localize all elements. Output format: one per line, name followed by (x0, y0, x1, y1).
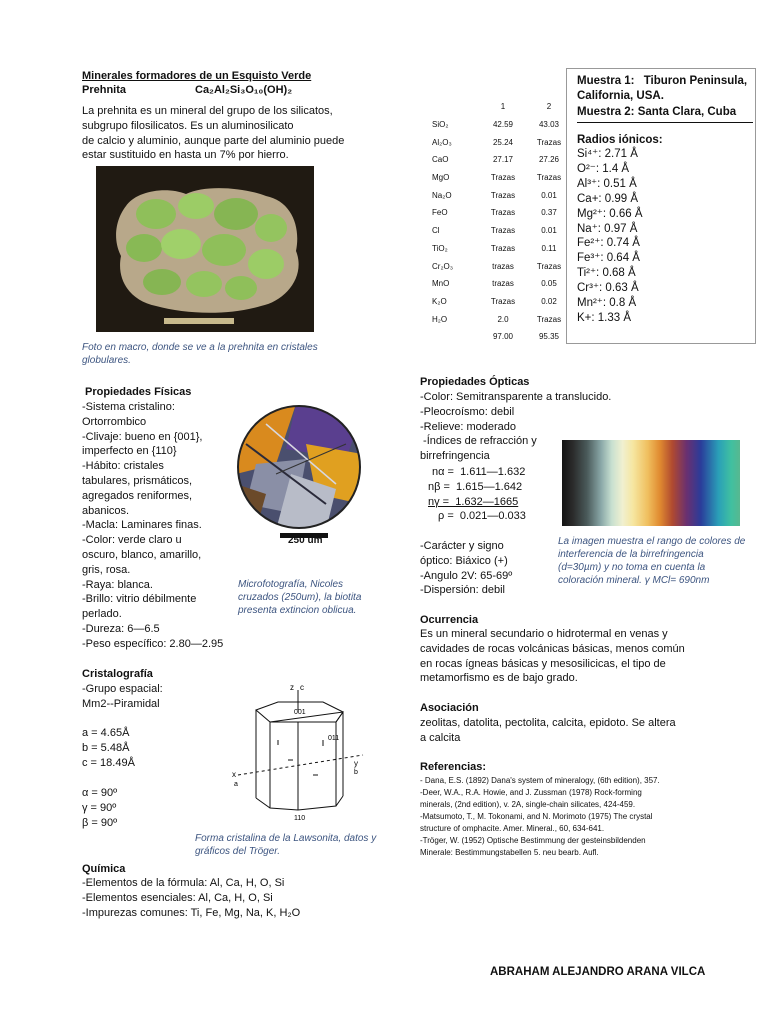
intro-text (82, 104, 382, 163)
radii-title: Radios iónicos: (577, 134, 663, 146)
mineral-photo (96, 166, 314, 332)
optical-line: -Relieve: moderado (420, 420, 516, 433)
value-cell: Trazas (536, 261, 562, 271)
value-cell: Trazas (490, 296, 516, 306)
property-line: abanicos. (82, 504, 130, 517)
occurrence-line: Es un mineral secundario o hidrotermal en venas y (420, 628, 668, 640)
cell-angles (82, 786, 117, 830)
value-cell: Trazas (490, 243, 516, 253)
index-line: nα = 1.611—1.632 (432, 466, 526, 478)
crystal-group (82, 682, 163, 712)
value-cell: Trazas (490, 226, 516, 236)
value-cell: 0.01 (541, 190, 557, 200)
reference-line: -Matsumoto, T., M. Tokonami, and N. Morimoto (1975) The crystal (420, 812, 653, 821)
cell-param: a = 4.65Å (82, 727, 130, 739)
table-row (432, 275, 572, 293)
optical-line: -Pleocroísmo: debil (420, 405, 515, 418)
table-row (432, 257, 572, 275)
col-header-1: 1 (500, 102, 506, 112)
occurrence-title: Ocurrencia (420, 614, 479, 626)
interference-color-chart (562, 440, 740, 526)
property-line: -Hábito: cristales (82, 460, 164, 473)
micro-caption: Microfotografía, Nicoles cruzados (250um), la biotita presenta extincion oblicua. (238, 579, 362, 616)
cell-angle: γ = 90º (82, 801, 117, 814)
property-line: imperfecto en {110} (82, 445, 177, 458)
table-row (432, 186, 572, 204)
property-line: -Brillo: vitrio débilmente (82, 593, 197, 606)
intro-line: La prehnita es un mineral del grupo de los silicatos, (82, 105, 333, 117)
association-line: zeolitas, datolita, pectolita, calcita, epidoto. Se altera (420, 717, 676, 729)
occurrence-line: en rocas ígneas básicas y mesosilicicas, el tipo de (420, 657, 666, 670)
value-cell: Trazas (536, 137, 562, 147)
radius-item: Mn²⁺: 0.8 Å (577, 297, 637, 310)
references-list (420, 775, 730, 859)
cell-param: c = 18.49Å (82, 756, 135, 769)
crystal-caption: Forma cristalina de la Lawsonita, datos y gráficos del Tröger. (195, 833, 377, 857)
sample-2: Muestra 2: Santa Clara, Cuba (577, 105, 753, 123)
index-line: nβ = 1.615—1.642 (428, 480, 523, 493)
totals-row (432, 328, 572, 346)
optical-line: -Dispersión: debil (420, 584, 505, 597)
fig-label-x: x (232, 770, 236, 779)
radius-item: K+: 1.33 Å (577, 311, 632, 324)
col-header-2: 2 (546, 102, 552, 112)
mineral-formula: Ca₂Al₂Si₃O₁₀(OH)₂ (195, 84, 293, 96)
sample-1 (577, 74, 753, 104)
optical-sign (420, 539, 560, 598)
table-row (432, 169, 572, 187)
radius-item: Mg²⁺: 0.66 Å (577, 207, 643, 220)
spectrum-caption: La imagen muestra el rango de colores de interferencia de la birrefringencia (d=30µm) y no toma en cuenta la coloración mineral. γ MCl= 690nm (558, 536, 746, 586)
total-cell: 97.00 (492, 332, 514, 342)
chem-line: -Impurezas comunes: Ti, Fe, Mg, Na, K, H₂O (82, 906, 301, 919)
radius-item: Fe³⁺: 0.64 Å (577, 252, 640, 265)
occurrence-line: cavidades de rocas volcánicas básicas, menos común (420, 642, 685, 655)
table-row (432, 116, 572, 134)
fig-label-110: 110 (294, 815, 306, 822)
crystal-line: Mm2--Piramidal (82, 697, 160, 710)
value-cell: 0.11 (541, 243, 557, 253)
oxide-cell: K₂O (432, 296, 447, 306)
value-cell: 42.59 (492, 120, 514, 130)
physical-properties (82, 400, 252, 652)
crystal-line: -Grupo espacial: (82, 683, 163, 695)
value-cell: Trazas (490, 190, 516, 200)
intro-line: estar sustituido en hasta un 7% por hierro. (82, 149, 289, 162)
value-cell: 25.24 (492, 137, 514, 147)
fig-label-c: c (300, 683, 304, 692)
index-line: nγ = 1.632—1665 (428, 495, 519, 508)
oxide-cell: Na₂O (432, 190, 452, 200)
fig-label-a: a (234, 781, 238, 788)
association-text (420, 716, 720, 746)
radius-item: Na⁺: 0.97 Å (577, 222, 638, 235)
property-line: -Color: verde claro u (82, 534, 182, 547)
oxide-cell: FeO (432, 208, 448, 218)
reference-line: Minerale: Bestimmungstabellen 5. neu bearb. Aufl. (420, 848, 599, 857)
table-row (432, 293, 572, 311)
sample-1-location: Tiburon Peninsula, California, USA. (577, 75, 748, 102)
property-line: Ortorrombico (82, 415, 147, 428)
value-cell: 43.03 (538, 120, 560, 130)
value-cell: 0.05 (541, 279, 557, 289)
fig-label-z: z (290, 683, 294, 692)
property-line: -Peso específico: 2.80—2.95 (82, 637, 224, 650)
references-title: Referencias: (420, 761, 487, 773)
oxide-cell: MgO (432, 173, 450, 183)
oxide-cell: MnO (432, 279, 450, 289)
oxide-cell: Al₂O₃ (432, 137, 452, 147)
birefringence-line: ρ = 0.021—0.033 (438, 510, 526, 523)
optical-line: óptico: Biáxico (+) (420, 554, 508, 567)
optical-title: Propiedades Ópticas (420, 376, 530, 388)
oxide-cell: Cr₂O₃ (432, 261, 454, 271)
property-line: -Dureza: 6—6.5 (82, 622, 160, 635)
table-row (432, 222, 572, 240)
intro-line: subgrupo filosilicatos. Es un aluminosilicato (82, 119, 294, 132)
composition-table (432, 98, 572, 346)
cell-angle: β = 90º (82, 816, 118, 829)
optical-line: -Angulo 2V: 65-69º (420, 569, 513, 582)
property-line: tabulares, prismáticos, (82, 474, 193, 487)
page-title: Minerales formadores de un Esquisto Verde (82, 70, 312, 82)
property-line: -Clivaje: bueno en {001}, (82, 430, 203, 443)
oxide-cell: Cl (432, 226, 440, 236)
property-line: -Raya: blanca. (82, 578, 153, 591)
value-cell: trazas (492, 279, 514, 289)
fig-label-001: 001 (294, 709, 306, 716)
fig-label-y: y (354, 759, 358, 768)
property-line: oscuro, blanco, amarillo, (82, 548, 202, 561)
reference-line: minerals, (2nd edition), v. 2A, single-chain silicates, 424-459. (420, 800, 636, 809)
property-line: perlado. (82, 608, 122, 621)
association-title: Asociación (420, 702, 479, 714)
value-cell: 0.01 (541, 226, 557, 236)
table-row (432, 151, 572, 169)
reference-line: - Dana, E.S. (1892) Dana's system of mineralogy, (6th edition), 357. (420, 776, 660, 785)
radius-item: O²⁻: 1.4 Å (577, 162, 630, 175)
author-name: ABRAHAM ALEJANDRO ARANA VILCA (490, 966, 706, 978)
physical-title: Propiedades Físicas (85, 386, 192, 398)
table-row (432, 204, 572, 222)
crystal-title: Cristalografía (82, 668, 153, 680)
radius-item: Fe²⁺: 0.74 Å (577, 237, 640, 250)
total-cell: 95.35 (538, 332, 560, 342)
crystal-drawing (228, 680, 368, 825)
oxide-cell: CaO (432, 155, 449, 165)
value-cell: Trazas (536, 173, 562, 183)
association-line: a calcita (420, 731, 461, 744)
fig-label-011: 011 (328, 735, 340, 742)
chem-title: Química (82, 863, 126, 875)
value-cell: Trazas (490, 208, 516, 218)
value-cell: trazas (492, 261, 514, 271)
sample-1-label: Muestra 1: (577, 75, 635, 87)
scale-label: 250 um (288, 535, 323, 546)
optical-line: -Color: Semitransparente a translucido. (420, 391, 612, 403)
microphoto-illustration (236, 404, 362, 530)
prehnite-photo-illustration (96, 166, 314, 332)
radius-item: Cr³⁺: 0.63 Å (577, 282, 639, 295)
table-row (432, 310, 572, 328)
intro-line: de calcio y aluminio, aunque parte del aluminio puede (82, 134, 345, 147)
unit-cell (82, 726, 135, 770)
property-line: -Macla: Laminares finas. (82, 519, 202, 532)
crystal-figure (228, 680, 368, 825)
value-cell: 27.26 (538, 155, 560, 165)
property-line: agregados reniformes, (82, 489, 193, 502)
reference-line: -Tröger, W. (1952) Optische Bestimmung der gesteinsbildenden (420, 836, 646, 845)
refraction-indices (428, 465, 558, 524)
radius-item: Al³⁺: 0.51 Å (577, 177, 637, 190)
chem-line: -Elementos esenciales: Al, Ca, H, O, Si (82, 891, 273, 904)
fig-label-b: b (354, 769, 358, 776)
table-row (432, 133, 572, 151)
occurrence-text (420, 627, 720, 686)
oxide-cell: TiO₂ (432, 243, 448, 253)
mineral-name: Prehnita (82, 84, 127, 96)
cell-param: b = 5.48Å (82, 741, 130, 754)
property-line: -Sistema cristalino: (82, 401, 175, 413)
value-cell: 2.0 (497, 314, 509, 324)
oxide-cell: H₂O (432, 314, 448, 324)
cell-angle: α = 90º (82, 787, 118, 799)
value-cell: 0.02 (541, 296, 557, 306)
value-cell: Trazas (536, 314, 562, 324)
radius-item: Ti²⁺: 0.68 Å (577, 267, 636, 280)
radii-list (577, 147, 643, 326)
property-line: gris, rosa. (82, 563, 131, 576)
optical-line: -Carácter y signo (420, 540, 504, 552)
value-cell: 0.37 (541, 208, 557, 218)
radius-item: Si⁴⁺: 2.71 Å (577, 148, 638, 160)
value-cell: Trazas (490, 173, 516, 183)
chem-lines (82, 876, 402, 920)
optical-line: -Índices de refracción y (420, 435, 537, 448)
chem-line: -Elementos de la fórmula: Al, Ca, H, O, Si (82, 877, 285, 889)
value-cell: 27.17 (492, 155, 514, 165)
reference-line: -Deer, W.A., R.A. Howie, and J. Zussman (1978) Rock-forming (420, 788, 642, 797)
photo-caption: Foto en macro, donde se ve a la prehnita en cristales globulares. (82, 342, 318, 366)
optical-line: birrefringencia (420, 450, 490, 463)
reference-line: structure of omphacite. Amer. Mineral., 60, 634-641. (420, 824, 605, 833)
microphoto (236, 404, 362, 530)
occurrence-line: metamorfismo es de bajo grado. (420, 672, 578, 685)
table-row (432, 240, 572, 258)
samples-box (566, 68, 756, 344)
oxide-cell: SiO₂ (432, 120, 449, 130)
radius-item: Ca+: 0.99 Å (577, 192, 639, 205)
